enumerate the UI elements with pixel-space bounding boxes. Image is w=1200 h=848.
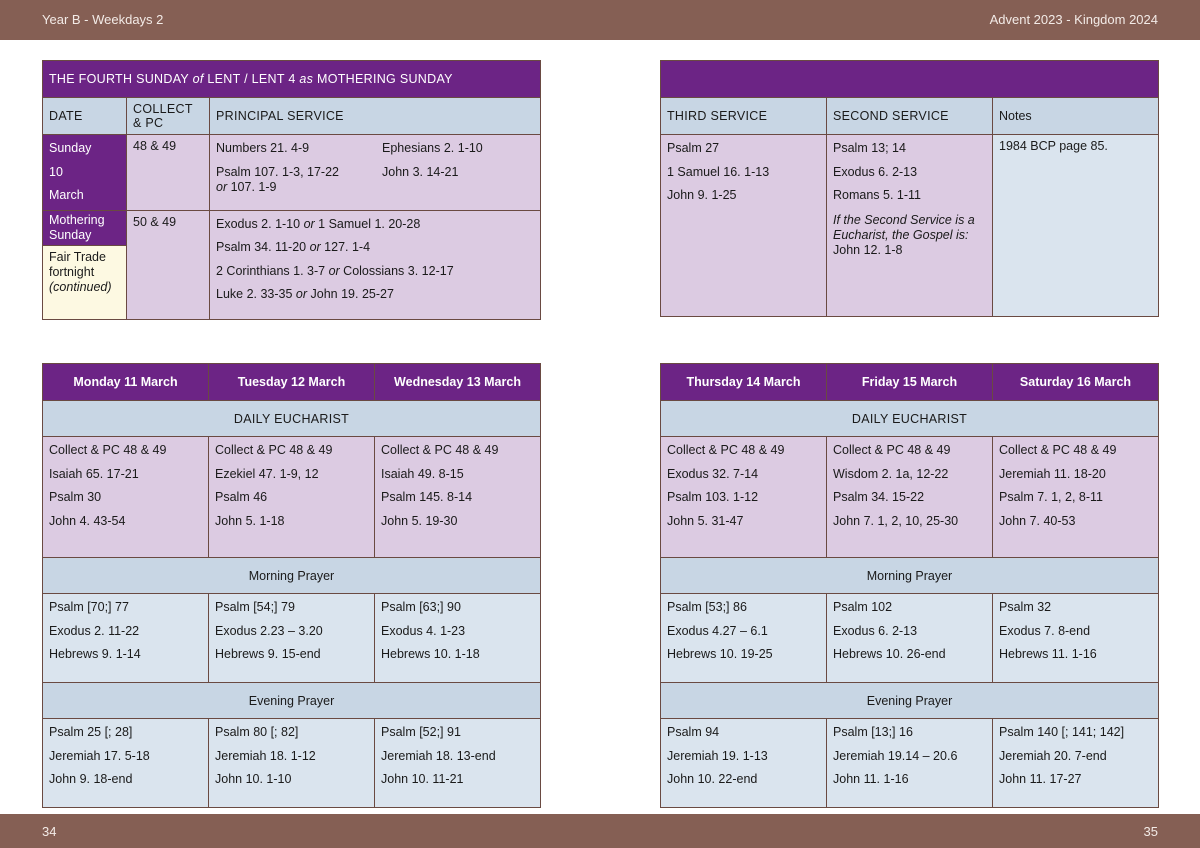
column-header-third: THIRD SERVICE [661, 98, 827, 135]
eucharist-cell: Collect & PC 48 & 49 Wisdom 2. 1a, 12-22 Psalm 34. 15-22 John 7. 1, 2, 10, 25-30 [827, 437, 993, 558]
day-header-thursday: Thursday 14 March [661, 364, 827, 401]
morning-prayer-cell: Psalm 32 Exodus 7. 8-end Hebrews 11. 1-16 [993, 594, 1159, 683]
third-service-cell: Psalm 27 1 Samuel 16. 1-13 John 9. 1-25 [661, 135, 827, 317]
header-left-title: Year B - Weekdays 2 [42, 12, 164, 27]
column-header-second: SECOND SERVICE [827, 98, 993, 135]
column-header-date: DATE [43, 98, 127, 135]
morning-prayer-cell: Psalm [70;] 77 Exodus 2. 11-22 Hebrews 9. 1-14 [43, 594, 209, 683]
sunday-title: THE FOURTH SUNDAY of LENT / LENT 4 as MOTHERING SUNDAY [43, 61, 541, 98]
eucharist-cell: Collect & PC 48 & 49 Isaiah 65. 17-21 Psalm 30 John 4. 43-54 [43, 437, 209, 558]
sunday-collect-cell: 48 & 49 [127, 135, 210, 211]
column-header-notes: Notes [993, 98, 1159, 135]
morning-prayer-cell: Psalm [54;] 79 Exodus 2.23 – 3.20 Hebrews 9. 15-end [209, 594, 375, 683]
fair-trade-label: Fair Trade fortnight (continued) [43, 245, 126, 299]
evening-prayer-cell: Psalm [13;] 16 Jeremiah 19.14 – 20.6 John 11. 1-16 [827, 719, 993, 808]
sunday-principal-cell: Numbers 21. 4-9 Psalm 107. 1-3, 17-22 or 107. 1-9 Ephesians 2. 1-10 John 3. 14-21 [210, 135, 541, 211]
bottom-footer-bar [0, 814, 1200, 848]
day-header-monday: Monday 11 March [43, 364, 209, 401]
weekday-table-left [42, 363, 541, 808]
evening-prayer-cell: Psalm 94 Jeremiah 19. 1-13 John 10. 22-end [661, 719, 827, 808]
notes-cell: 1984 BCP page 85. [993, 135, 1159, 317]
column-header-collect: COLLECT & PC [127, 98, 210, 135]
eucharist-cell: Collect & PC 48 & 49 Ezekiel 47. 1-9, 12 Psalm 46 John 5. 1-18 [209, 437, 375, 558]
morning-prayer-header: Morning Prayer [661, 558, 1159, 594]
sunday-title-bar-right [661, 61, 1159, 98]
weekday-table-right [660, 363, 1159, 808]
evening-prayer-cell: Psalm [52;] 91 Jeremiah 18. 13-end John 10. 11-21 [375, 719, 541, 808]
eucharist-cell: Collect & PC 48 & 49 Isaiah 49. 8-15 Psalm 145. 8-14 John 5. 19-30 [375, 437, 541, 558]
eucharist-cell: Collect & PC 48 & 49 Exodus 32. 7-14 Psalm 103. 1-12 John 5. 31-47 [661, 437, 827, 558]
second-service-cell: Psalm 13; 14 Exodus 6. 2-13 Romans 5. 1-11 If the Second Service is a Eucharist, the Gospel is: John 12. 1-8 [827, 135, 993, 317]
morning-prayer-cell: Psalm [53;] 86 Exodus 4.27 – 6.1 Hebrews 10. 19-25 [661, 594, 827, 683]
page-number-right: 35 [1143, 824, 1158, 839]
daily-eucharist-header: DAILY EUCHARIST [661, 401, 1159, 437]
day-header-saturday: Saturday 16 March [993, 364, 1159, 401]
sunday-table-left [42, 60, 541, 320]
header-right-title: Advent 2023 - Kingdom 2024 [989, 12, 1158, 27]
mothering-principal-cell: Exodus 2. 1-10 or 1 Samuel 1. 20-28 Psalm 34. 11-20 or 127. 1-4 2 Corinthians 1. 3-7 or Colossians 3. 12-17 Luke 2. 33-35 or John 19. 25-27 [210, 210, 541, 319]
eucharist-cell: Collect & PC 48 & 49 Jeremiah 11. 18-20 Psalm 7. 1, 2, 8-11 John 7. 40-53 [993, 437, 1159, 558]
evening-prayer-cell: Psalm 80 [; 82] Jeremiah 18. 1-12 John 10. 1-10 [209, 719, 375, 808]
daily-eucharist-header: DAILY EUCHARIST [43, 401, 541, 437]
day-header-tuesday: Tuesday 12 March [209, 364, 375, 401]
mothering-collect-cell: 50 & 49 [127, 210, 210, 319]
evening-prayer-header: Evening Prayer [661, 683, 1159, 719]
mothering-sunday-label: Mothering Sunday [43, 211, 126, 245]
morning-prayer-header: Morning Prayer [43, 558, 541, 594]
day-header-friday: Friday 15 March [827, 364, 993, 401]
page-number-left: 34 [42, 824, 57, 839]
evening-prayer-cell: Psalm 140 [; 141; 142] Jeremiah 20. 7-end John 11. 17-27 [993, 719, 1159, 808]
mothering-date-cell [43, 210, 127, 319]
day-header-wednesday: Wednesday 13 March [375, 364, 541, 401]
sunday-table-right [660, 60, 1159, 317]
second-service-note: If the Second Service is a Eucharist, the Gospel is: [833, 212, 975, 242]
evening-prayer-cell: Psalm 25 [; 28] Jeremiah 17. 5-18 John 9. 18-end [43, 719, 209, 808]
morning-prayer-cell: Psalm 102 Exodus 6. 2-13 Hebrews 10. 26-end [827, 594, 993, 683]
morning-prayer-cell: Psalm [63;] 90 Exodus 4. 1-23 Hebrews 10. 1-18 [375, 594, 541, 683]
evening-prayer-header: Evening Prayer [43, 683, 541, 719]
column-header-principal: PRINCIPAL SERVICE [210, 98, 541, 135]
top-header-bar [0, 0, 1200, 40]
sunday-date-cell: Sunday 10 March [43, 135, 127, 211]
